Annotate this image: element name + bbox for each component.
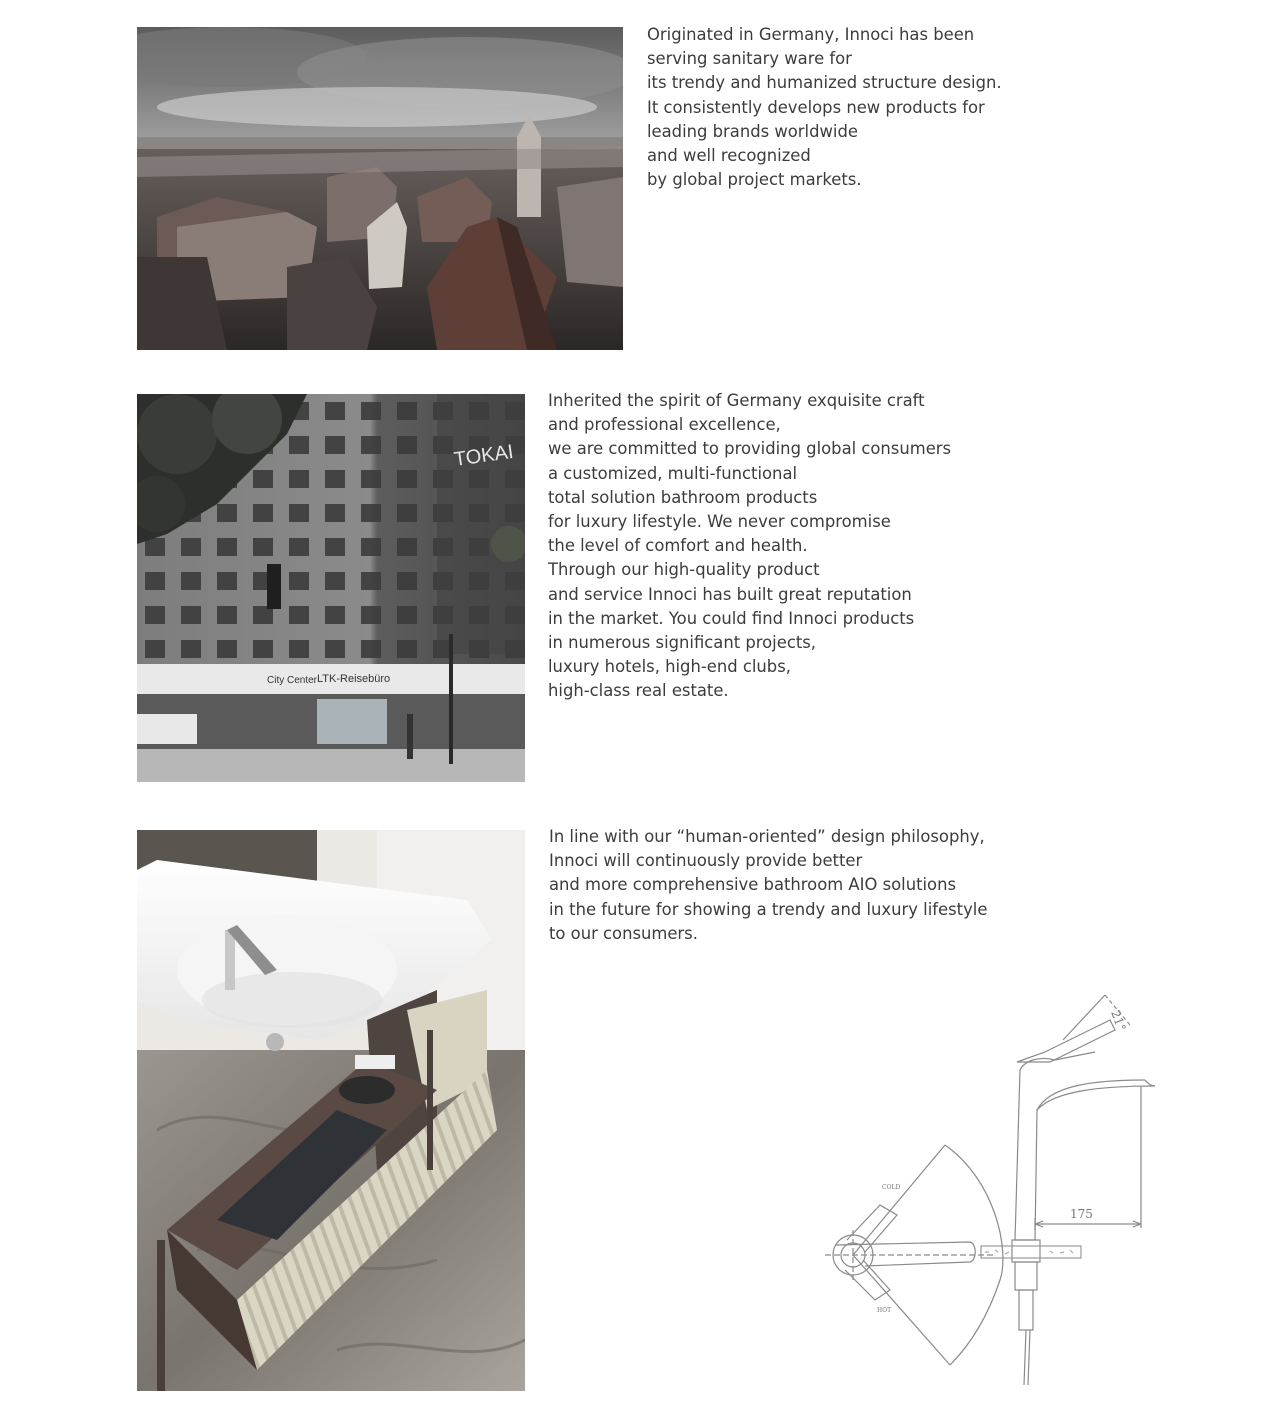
angle-label: 21° bbox=[1108, 1008, 1129, 1034]
hot-label: HOT bbox=[877, 1307, 892, 1314]
heritage-paragraph: Inherited the spirit of Germany exquisite craft and professional excellence, we are committed to providing global consumers a customized, multi-functional total solution bathroom products for luxury lifestyle. We never compromise the level of comfort and health. Through our high-quality product and service Innoci has built great reputation in the market. You could find Innoci products in numerous significant projects, luxury hotels, high-end clubs, high-class real estate. bbox=[548, 391, 952, 701]
office-building-photo bbox=[137, 394, 525, 782]
building-sign-text: TOKAI bbox=[452, 440, 515, 471]
intro-paragraph: Originated in Germany, Innoci has been serving sanitary ware for its trendy and humanized structure design. It consistently develops new products for leading brands worldwide and well recognized by global project markets. bbox=[647, 25, 1002, 190]
faucet-technical-drawing bbox=[805, 990, 1170, 1390]
bathroom-vanity-photo bbox=[137, 830, 525, 1391]
cold-label: COLD bbox=[882, 1184, 901, 1191]
building-sign-text: LTK-Reisebüro bbox=[317, 673, 391, 685]
philosophy-paragraph: In line with our “human-oriented” design philosophy, Innoci will continuously provide better and more comprehensive bathroom AIO solutions in the future for showing a trendy and luxury lifestyle to our consumers. bbox=[549, 827, 988, 943]
building-sign-text: City Center bbox=[267, 675, 318, 686]
dimension-label: 175 bbox=[1070, 1207, 1093, 1221]
city-rooftops-photo bbox=[137, 27, 623, 350]
